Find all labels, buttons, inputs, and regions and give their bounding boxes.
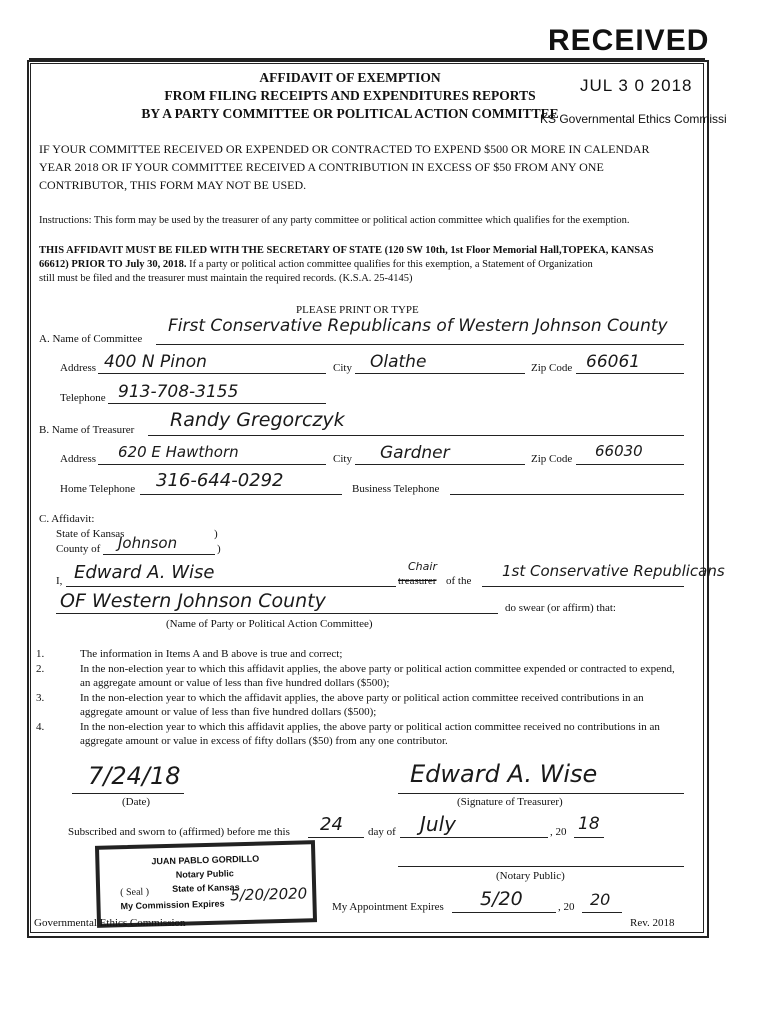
address-label-b: Address: [60, 453, 97, 465]
item-number: 4.: [36, 721, 45, 733]
footer-left: Governmental Ethics Commission: [34, 917, 186, 929]
city-value-a[interactable]: Olathe: [370, 352, 427, 372]
role-handwritten: Chair: [408, 560, 437, 573]
state-paren: ): [214, 528, 218, 540]
state-label: State of Kansas: [56, 528, 125, 540]
item-number: 1.: [36, 648, 45, 660]
form-title-line2: FROM FILING RECEIPTS AND EXPENDITURES REPORTS: [164, 88, 536, 103]
city-label-a: City: [333, 362, 352, 374]
year-prefix: , 20: [550, 826, 567, 838]
city-line-a: [355, 373, 525, 374]
stamp-name: JUAN PABLO GORDILLO: [151, 853, 260, 867]
filing-deadline: 66612) PRIOR TO July 30, 2018.: [39, 259, 187, 270]
treasurer-struck: treasurer: [398, 575, 437, 587]
warning-line2: YEAR 2018 OR IF YOUR COMMITTEE RECEIVED A CONTRIBUTION IN EXCESS OF $50 FROM ANY ONE: [39, 160, 604, 174]
form-title-line3: BY A PARTY COMMITTEE OR POLITICAL ACTION COMMITTEE: [141, 106, 559, 121]
received-stamp: RECEIVED: [548, 24, 710, 57]
business-phone-label: Business Telephone: [352, 483, 440, 495]
expires-value[interactable]: 5/20: [480, 888, 523, 910]
expires-year-line: [582, 912, 622, 913]
list-item: [36, 647, 686, 661]
county-line: [103, 554, 215, 555]
month-line: [400, 837, 548, 838]
items-list: [36, 647, 686, 748]
expires-year-prefix: , 20: [558, 901, 575, 913]
filing-line1: THIS AFFIDAVIT MUST BE FILED WITH THE SECRETARY OF STATE (120 SW 10th, 1st Floor Memorial Hall,TOPEKA, KANSAS: [39, 245, 654, 256]
org-value-1[interactable]: 1st Conservative Republicans: [502, 562, 725, 580]
business-phone-line: [450, 494, 684, 495]
date-line: [72, 793, 184, 794]
treasurer-signature[interactable]: Edward A. Wise: [410, 760, 598, 788]
item-number: 2.: [36, 663, 45, 675]
notary-seal-stamp: [95, 840, 317, 928]
committee-name-line: [156, 344, 684, 345]
item-text: In the non-election year to which the affidavit applies, the above party or political action committee received contributions in an aggregate amount or value of less than five hundred dollars ($500);: [80, 692, 644, 718]
item-text: In the non-election year to which this affidavit applies, the above party or political action committee expended or contracted to expend, an aggregate amount or value of less than five hundred dollars ($500);: [80, 663, 675, 689]
notary-month[interactable]: July: [420, 812, 456, 836]
stamp-expires-value: 5/20/2020: [230, 884, 308, 905]
stamp-state: State of Kansas: [171, 882, 240, 894]
treasurer-name-line: [148, 435, 684, 436]
telephone-line-a: [108, 403, 326, 404]
subscribed-text: Subscribed and sworn to (affirmed) before me this: [68, 826, 290, 838]
affidavit-label: C. Affidavit:: [39, 513, 95, 525]
warning-line1: IF YOUR COMMITTEE RECEIVED OR EXPENDED OR CONTRACTED TO EXPEND $500 OR MORE IN CALENDAR: [39, 142, 650, 156]
home-phone-label: Home Telephone: [60, 483, 136, 495]
county-paren: ): [217, 543, 221, 555]
expires-label: My Appointment Expires: [332, 901, 444, 913]
year-line: [574, 837, 604, 838]
treasurer-name-label: B. Name of Treasurer: [39, 424, 135, 436]
telephone-label-a: Telephone: [60, 392, 106, 404]
zip-line-b: [576, 464, 684, 465]
seal-label: ( Seal ): [120, 886, 150, 899]
please-print: PLEASE PRINT OR TYPE: [296, 304, 419, 316]
date-caption: (Date): [122, 796, 151, 808]
zip-value-a[interactable]: 66061: [586, 352, 641, 372]
signature-caption: (Signature of Treasurer): [457, 796, 563, 808]
city-line-b: [355, 464, 525, 465]
expires-line: [452, 912, 556, 913]
notary-year[interactable]: 18: [578, 814, 600, 834]
notary-sign-line: [398, 866, 684, 867]
zip-label-b: Zip Code: [531, 453, 573, 465]
list-item: [36, 720, 686, 748]
address-label-a: Address: [60, 362, 97, 374]
affiant-value[interactable]: Edward A. Wise: [74, 562, 215, 583]
form-title-line1: AFFIDAVIT OF EXEMPTION: [259, 70, 441, 85]
day-line: [308, 837, 364, 838]
instructions: Instructions: This form may be used by the treasurer of any party committee or political action committee which qualifies for the exemption.: [39, 215, 630, 226]
received-org: KS Governmental Ethics Commissi: [540, 112, 727, 126]
zip-line-a: [576, 373, 684, 374]
affiant-i-label: I,: [56, 575, 63, 587]
notary-caption: (Notary Public): [496, 870, 565, 882]
org-value-2[interactable]: OF Western Johnson County: [60, 590, 326, 612]
org-line-2: [56, 613, 498, 614]
warning-line3: CONTRIBUTOR, THIS FORM MAY NOT BE USED.: [39, 178, 307, 192]
treasurer-name-value[interactable]: Randy Gregorczyk: [170, 409, 345, 431]
stamp-expires-label: My Commission Expires: [120, 898, 225, 912]
item-text: The information in Items A and B above is true and correct;: [80, 648, 343, 660]
list-item: [36, 691, 686, 719]
filing-line2: If a party or political action committee qualifies for this exemption, a Statement of Organization: [186, 259, 593, 270]
home-phone-line: [140, 494, 342, 495]
org-caption: (Name of Party or Political Action Committee): [166, 618, 373, 630]
address-value-a[interactable]: 400 N Pinon: [104, 352, 207, 372]
zip-value-b[interactable]: 66030: [595, 442, 643, 460]
day-of-label: day of: [368, 826, 396, 838]
stamp-title: Notary Public: [175, 868, 234, 880]
affiant-line: [66, 586, 396, 587]
address-line-b: [98, 464, 326, 465]
sign-date-value[interactable]: 7/24/18: [88, 762, 181, 790]
committee-name-label: A. Name of Committee: [39, 333, 143, 345]
signature-line: [398, 793, 684, 794]
expires-year-value[interactable]: 20: [590, 890, 611, 909]
of-the-label: of the: [446, 575, 472, 587]
org-line-1: [482, 586, 684, 587]
notary-day[interactable]: 24: [320, 814, 343, 835]
zip-label-a: Zip Code: [531, 362, 573, 374]
item-number: 3.: [36, 692, 45, 704]
committee-name-value[interactable]: First Conservative Republicans of Western Johnson County: [168, 316, 668, 336]
city-value-b[interactable]: Gardner: [380, 443, 450, 463]
swear-text: do swear (or affirm) that:: [505, 602, 616, 614]
filing-line3: still must be filed and the treasurer must maintain the required records. (K.S.A. 25-4145): [39, 273, 413, 284]
home-phone-value[interactable]: 316-644-0292: [156, 470, 284, 491]
footer-right: Rev. 2018: [630, 917, 675, 929]
county-value[interactable]: Johnson: [118, 534, 178, 552]
address-value-b[interactable]: 620 E Hawthorn: [118, 443, 239, 461]
city-label-b: City: [333, 453, 352, 465]
county-label: County of: [56, 543, 101, 555]
received-date: JUL 3 0 2018: [580, 76, 693, 95]
list-item: [36, 662, 686, 690]
item-text: In the non-election year to which this affidavit applies, the above party or political action committee received no contributions in an aggregate amount or value in excess of fifty dollars ($50) from any one contributor.: [80, 721, 660, 747]
address-line-a: [98, 373, 326, 374]
telephone-value-a[interactable]: 913-708-3155: [118, 382, 239, 402]
